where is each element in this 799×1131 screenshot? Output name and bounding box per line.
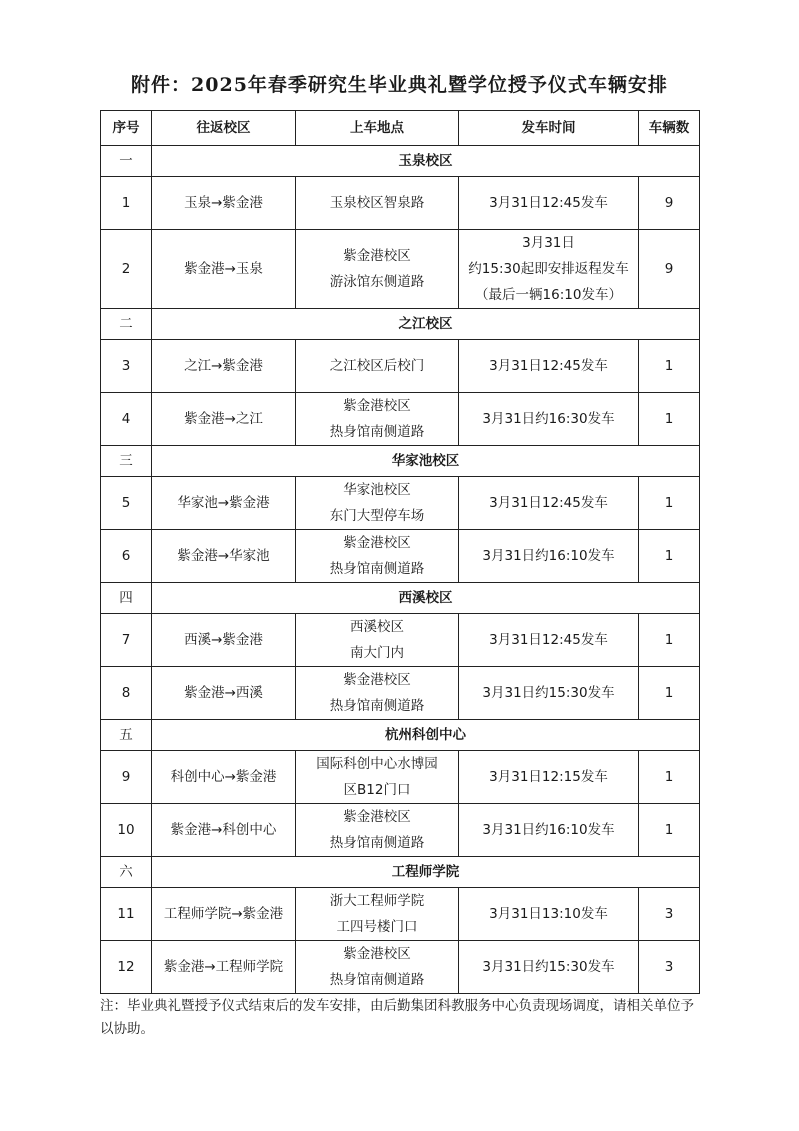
- location-line: 区B12门口: [343, 782, 411, 798]
- page-title: 附件：2025年春季研究生毕业典礼暨学位授予仪式车辆安排: [131, 74, 668, 96]
- cell-route: 紫金港→华家池: [152, 530, 296, 583]
- cell-no: 10: [101, 804, 152, 857]
- cell-route: 西溪→紫金港: [152, 614, 296, 667]
- cell-location: [296, 941, 459, 994]
- table-row: [101, 177, 700, 230]
- time-line: 3月31日12:45发车: [489, 632, 608, 648]
- table-row: [101, 393, 700, 446]
- group-index: 一: [101, 146, 152, 177]
- group-row: [101, 309, 700, 340]
- cell-time: [459, 751, 639, 804]
- group-name: 西溪校区: [152, 583, 700, 614]
- cell-time: [459, 477, 639, 530]
- cell-count: 9: [639, 230, 700, 309]
- cell-location: [296, 477, 459, 530]
- group-name: 玉泉校区: [152, 146, 700, 177]
- group-row: [101, 857, 700, 888]
- time-line: 3月31日约15:30发车: [482, 959, 615, 975]
- location-line: 紫金港校区: [343, 248, 411, 264]
- cell-no: 9: [101, 751, 152, 804]
- cell-no: 5: [101, 477, 152, 530]
- cell-time: [459, 888, 639, 941]
- table-row: [101, 751, 700, 804]
- cell-route: 紫金港→之江: [152, 393, 296, 446]
- cell-time: [459, 177, 639, 230]
- cell-no: 4: [101, 393, 152, 446]
- cell-count: 1: [639, 477, 700, 530]
- cell-route: 紫金港→西溪: [152, 667, 296, 720]
- cell-no: 12: [101, 941, 152, 994]
- table-row: [101, 230, 700, 309]
- location-line: 东门大型停车场: [329, 508, 425, 524]
- cell-location: [296, 751, 459, 804]
- cell-count: 3: [639, 941, 700, 994]
- cell-location: [296, 888, 459, 941]
- group-name: 之江校区: [152, 309, 700, 340]
- cell-route: 紫金港→玉泉: [152, 230, 296, 309]
- cell-location: [296, 177, 459, 230]
- cell-count: 1: [639, 804, 700, 857]
- cell-route: 玉泉→紫金港: [152, 177, 296, 230]
- footnote: 注：毕业典礼暨授予仪式结束后的发车安排，由后勤集团科教服务中心负责现场调度，请相关单位予以协助。: [100, 998, 694, 1037]
- cell-time: [459, 614, 639, 667]
- location-line: 玉泉校区智泉路: [329, 195, 425, 211]
- group-name: 杭州科创中心: [152, 720, 700, 751]
- cell-route: 之江→紫金港: [152, 340, 296, 393]
- cell-no: 8: [101, 667, 152, 720]
- time-line: 3月31日12:45发车: [489, 495, 608, 511]
- cell-time: [459, 393, 639, 446]
- table-row: [101, 941, 700, 994]
- table-row: [101, 804, 700, 857]
- group-index: 六: [101, 857, 152, 888]
- cell-time: [459, 230, 639, 309]
- location-line: 热身馆南侧道路: [329, 424, 425, 440]
- location-line: 热身馆南侧道路: [329, 561, 425, 577]
- table-body: [101, 146, 700, 994]
- cell-count: 1: [639, 751, 700, 804]
- location-line: 之江校区后校门: [329, 358, 425, 374]
- time-line: 3月31日13:10发车: [489, 906, 608, 922]
- location-line: 浙大工程师学院: [329, 893, 425, 909]
- group-row: [101, 720, 700, 751]
- time-line: 3月31日约15:30发车: [482, 685, 615, 701]
- vehicle-schedule-table: [100, 110, 700, 994]
- cell-no: 3: [101, 340, 152, 393]
- header-time: 发车时间: [459, 111, 639, 146]
- group-index: 四: [101, 583, 152, 614]
- location-line: 紫金港校区: [343, 672, 411, 688]
- location-line: 工四号楼门口: [336, 919, 418, 935]
- location-line: 华家池校区: [343, 482, 411, 498]
- cell-route: 紫金港→科创中心: [152, 804, 296, 857]
- cell-count: 1: [639, 667, 700, 720]
- location-line: 游泳馆东侧道路: [329, 274, 425, 290]
- table-header-row: [101, 111, 700, 146]
- cell-location: [296, 530, 459, 583]
- cell-count: 1: [639, 393, 700, 446]
- cell-time: [459, 667, 639, 720]
- time-line: 3月31日约16:10发车: [482, 822, 615, 838]
- time-line: 3月31日12:45发车: [489, 358, 608, 374]
- cell-route: 紫金港→工程师学院: [152, 941, 296, 994]
- group-row: [101, 446, 700, 477]
- cell-location: [296, 230, 459, 309]
- cell-time: [459, 804, 639, 857]
- group-name: 华家池校区: [152, 446, 700, 477]
- location-line: 紫金港校区: [343, 398, 411, 414]
- location-line: 紫金港校区: [343, 946, 411, 962]
- location-line: 紫金港校区: [343, 809, 411, 825]
- time-line: 3月31日12:15发车: [489, 769, 608, 785]
- cell-time: [459, 340, 639, 393]
- cell-route: 科创中心→紫金港: [152, 751, 296, 804]
- time-line: （最后一辆16:10发车）: [475, 287, 622, 303]
- group-index: 二: [101, 309, 152, 340]
- group-index: 五: [101, 720, 152, 751]
- header-route: 往返校区: [152, 111, 296, 146]
- time-line: 3月31日约16:10发车: [482, 548, 615, 564]
- time-line: 约15:30起即安排返程发车: [468, 261, 629, 277]
- location-line: 国际科创中心水博园: [316, 756, 438, 772]
- table-row: [101, 477, 700, 530]
- group-row: [101, 146, 700, 177]
- cell-count: 3: [639, 888, 700, 941]
- cell-no: 2: [101, 230, 152, 309]
- cell-count: 1: [639, 530, 700, 583]
- group-name: 工程师学院: [152, 857, 700, 888]
- cell-location: [296, 614, 459, 667]
- cell-no: 7: [101, 614, 152, 667]
- header-no: 序号: [101, 111, 152, 146]
- location-line: 热身馆南侧道路: [329, 835, 425, 851]
- location-line: 热身馆南侧道路: [329, 698, 425, 714]
- cell-no: 1: [101, 177, 152, 230]
- cell-count: 1: [639, 614, 700, 667]
- location-line: 南大门内: [350, 645, 404, 661]
- table-row: [101, 614, 700, 667]
- cell-location: [296, 804, 459, 857]
- location-line: 热身馆南侧道路: [329, 972, 425, 988]
- time-line: 3月31日12:45发车: [489, 195, 608, 211]
- cell-time: [459, 530, 639, 583]
- table-row: [101, 667, 700, 720]
- cell-location: [296, 393, 459, 446]
- table-row: [101, 530, 700, 583]
- cell-count: 9: [639, 177, 700, 230]
- group-index: 三: [101, 446, 152, 477]
- cell-no: 11: [101, 888, 152, 941]
- location-line: 西溪校区: [350, 619, 404, 635]
- time-line: 3月31日: [522, 235, 575, 251]
- header-location: 上车地点: [296, 111, 459, 146]
- table-row: [101, 888, 700, 941]
- cell-time: [459, 941, 639, 994]
- cell-no: 6: [101, 530, 152, 583]
- cell-count: 1: [639, 340, 700, 393]
- cell-route: 工程师学院→紫金港: [152, 888, 296, 941]
- location-line: 紫金港校区: [343, 535, 411, 551]
- time-line: 3月31日约16:30发车: [482, 411, 615, 427]
- group-row: [101, 583, 700, 614]
- header-count: 车辆数: [639, 111, 700, 146]
- cell-location: [296, 667, 459, 720]
- cell-location: [296, 340, 459, 393]
- cell-route: 华家池→紫金港: [152, 477, 296, 530]
- table-row: [101, 340, 700, 393]
